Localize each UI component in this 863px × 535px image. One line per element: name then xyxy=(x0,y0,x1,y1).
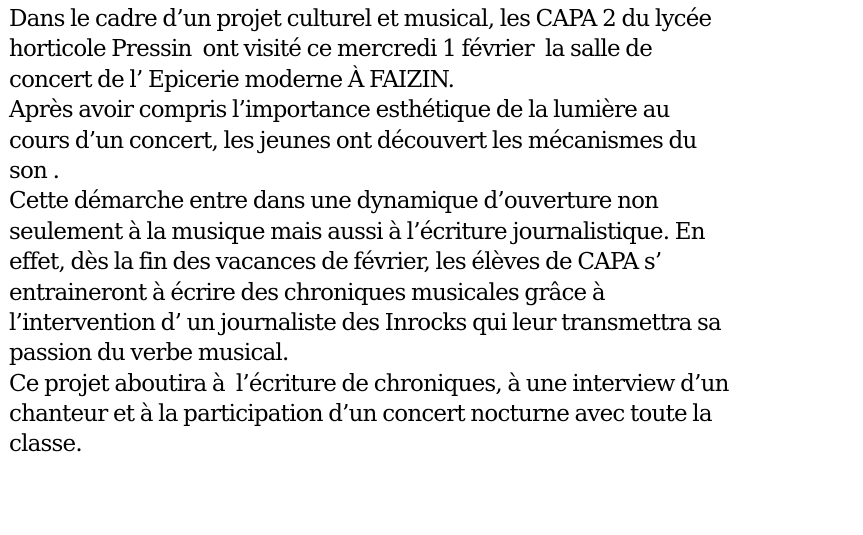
paragraph-2 xyxy=(9,95,859,186)
text-line: son . xyxy=(9,157,60,184)
article-text xyxy=(9,4,859,460)
text-line: entraineront à écrire des chroniques musicales grâce à xyxy=(9,279,605,306)
text-line: seulement à la musique mais aussi à l’écriture journalistique. En xyxy=(9,218,705,245)
text-line: Dans le cadre d’un projet culturel et musical, les CAPA 2 du lycée xyxy=(9,6,712,32)
text-line: Après avoir compris l’importance esthétique de la lumière au xyxy=(9,97,670,124)
text-line: Cette démarche entre dans une dynamique d’ouverture non xyxy=(9,188,659,215)
text-line: chanteur et à la participation d’un concert nocturne avec toute la xyxy=(9,401,712,428)
text-line: effet, dès la fin des vacances de février, les élèves de CAPA s’ xyxy=(9,249,662,276)
paragraph-1 xyxy=(9,4,859,95)
paragraph-3 xyxy=(9,186,859,368)
text-line: concert de l’ Epicerie moderne À FAIZIN. xyxy=(9,66,455,93)
text-line: l’intervention d’ un journaliste des Inrocks qui leur transmettra sa xyxy=(9,309,721,336)
text-line: passion du verbe musical. xyxy=(9,340,289,367)
text-line: classe. xyxy=(9,431,82,458)
paragraph-4 xyxy=(9,369,859,460)
text-line: Ce projet aboutira à l’écriture de chroniques, à une interview d’un xyxy=(9,370,729,397)
text-line: horticole Pressin ont visité ce mercredi 1 février la salle de xyxy=(9,36,653,63)
text-line: cours d’un concert, les jeunes ont découvert les mécanismes du xyxy=(9,127,697,154)
